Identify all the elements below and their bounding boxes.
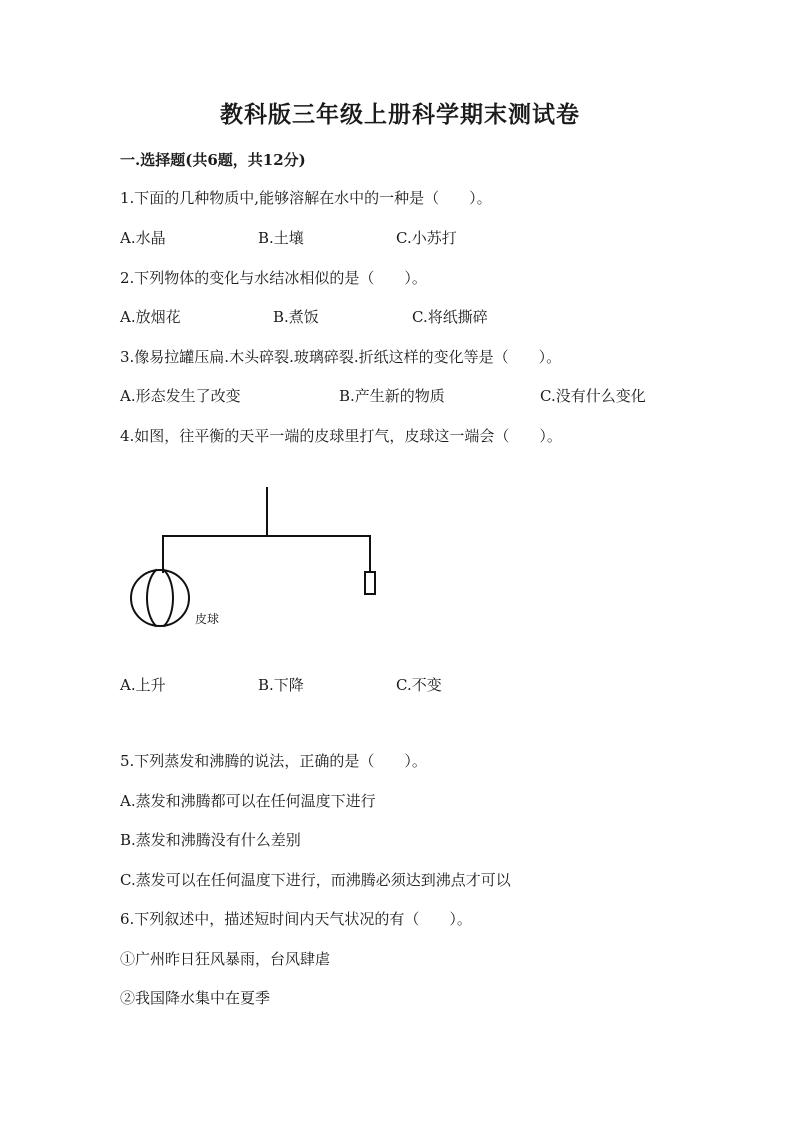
ball [131, 570, 189, 626]
question-2-option-a: A.放烟花 [120, 308, 181, 326]
question-1-option-c: C.小苏打 [396, 229, 457, 247]
question-1-stem: 1.下面的几种物质中,能够溶解在水中的一种是（ ）。 [120, 189, 492, 207]
question-2-stem: 2.下列物体的变化与水结冰相似的是（ ）。 [120, 269, 427, 287]
question-2-option-c: C.将纸撕碎 [412, 308, 488, 326]
question-3-stem: 3.像易拉罐压扁.木头碎裂.玻璃碎裂.折纸这样的变化等是（ ）。 [120, 348, 562, 366]
question-4-stem: 4.如图，往平衡的天平一端的皮球里打气，皮球这一端会（ ）。 [120, 427, 562, 445]
question-6-item-1: ①广州昨日狂风暴雨，台风肆虐 [120, 950, 331, 968]
question-5-option-b: B.蒸发和沸腾没有什么差别 [120, 831, 301, 849]
question-3-option-b: B.产生新的物质 [339, 387, 445, 405]
ball-seam-right [164, 570, 173, 626]
question-4-option-b: B.下降 [258, 676, 304, 694]
question-4-option-a: A.上升 [120, 676, 166, 694]
question-6-item-2: ②我国降水集中在夏季 [120, 989, 271, 1007]
ball-label: 皮球 [195, 612, 220, 626]
question-5-option-c: C.蒸发可以在任何温度下进行，而沸腾必须达到沸点才可以 [120, 871, 511, 889]
section-heading: 一.选择题(共6题，共12分) [120, 151, 306, 169]
weight [365, 572, 375, 594]
question-4-option-c: C.不变 [396, 676, 442, 694]
question-3-option-c: C.没有什么变化 [540, 387, 646, 405]
ball-seam-left [147, 570, 156, 626]
question-5-option-a: A.蒸发和沸腾都可以在任何温度下进行 [120, 792, 376, 810]
question-1-option-b: B.土壤 [258, 229, 304, 247]
balance-diagram [120, 478, 410, 648]
question-6-stem: 6.下列叙述中，描述短时间内天气状况的有（ ）。 [120, 910, 472, 928]
question-1-option-a: A.水晶 [120, 229, 166, 247]
question-3-option-a: A.形态发生了改变 [120, 387, 241, 405]
page-title: 教科版三年级上册科学期末测试卷 [220, 101, 580, 128]
question-5-stem: 5.下列蒸发和沸腾的说法，正确的是（ ）。 [120, 752, 427, 770]
question-2-option-b: B.煮饭 [273, 308, 319, 326]
balance-figure [120, 478, 410, 648]
